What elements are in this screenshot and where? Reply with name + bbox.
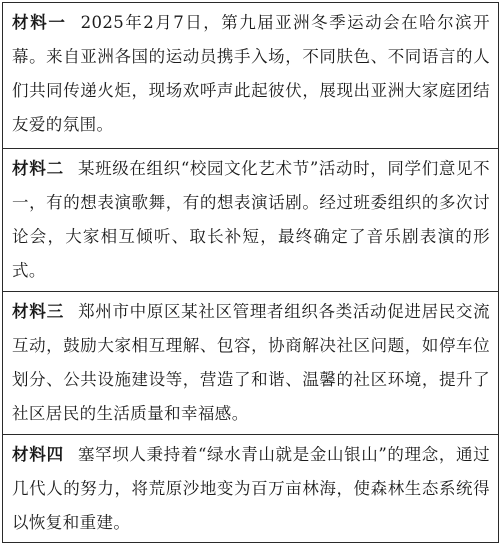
material-paragraph <box>12 438 490 540</box>
materials-table <box>2 2 499 543</box>
material-section-3 <box>3 292 498 435</box>
material-paragraph <box>12 295 490 431</box>
material-section-1 <box>3 3 498 149</box>
material-label: 材料二 <box>12 159 65 178</box>
material-paragraph <box>12 6 490 142</box>
material-text: 2025年2月7日，第九届亚洲冬季运动会在哈尔滨开幕。来自亚洲各国的运动员携手入场，不同肤色、不同语言的人们共同传递火炬，现场欢呼声此起彼伏，展现出亚洲大家庭团结友爱的氛围。 <box>12 13 490 134</box>
material-label: 材料三 <box>12 302 65 321</box>
material-text: 郑州市中原区某社区管理者组织各类活动促进居民交流互动，鼓励大家相互理解、包容，协商解决社区问题，如停车位划分、公共设施建设等，营造了和谐、温馨的社区环境，提升了社区居民的生活质量和幸福感。 <box>12 302 490 423</box>
material-text: 某班级在组织“校园文化艺术节”活动时，同学们意见不一，有的想表演歌舞，有的想表演话剧。经过班委组织的多次讨论会，大家相互倾听、取长补短，最终确定了音乐剧表演的形式。 <box>12 159 490 280</box>
material-paragraph <box>12 152 490 288</box>
material-section-2 <box>3 149 498 292</box>
material-section-4 <box>3 435 498 542</box>
material-text: 塞罕坝人秉持着“绿水青山就是金山银山”的理念，通过几代人的努力，将荒原沙地变为百万亩林海，使森林生态系统得以恢复和重建。 <box>12 445 490 532</box>
material-label: 材料一 <box>12 13 67 32</box>
material-label: 材料四 <box>12 445 65 464</box>
